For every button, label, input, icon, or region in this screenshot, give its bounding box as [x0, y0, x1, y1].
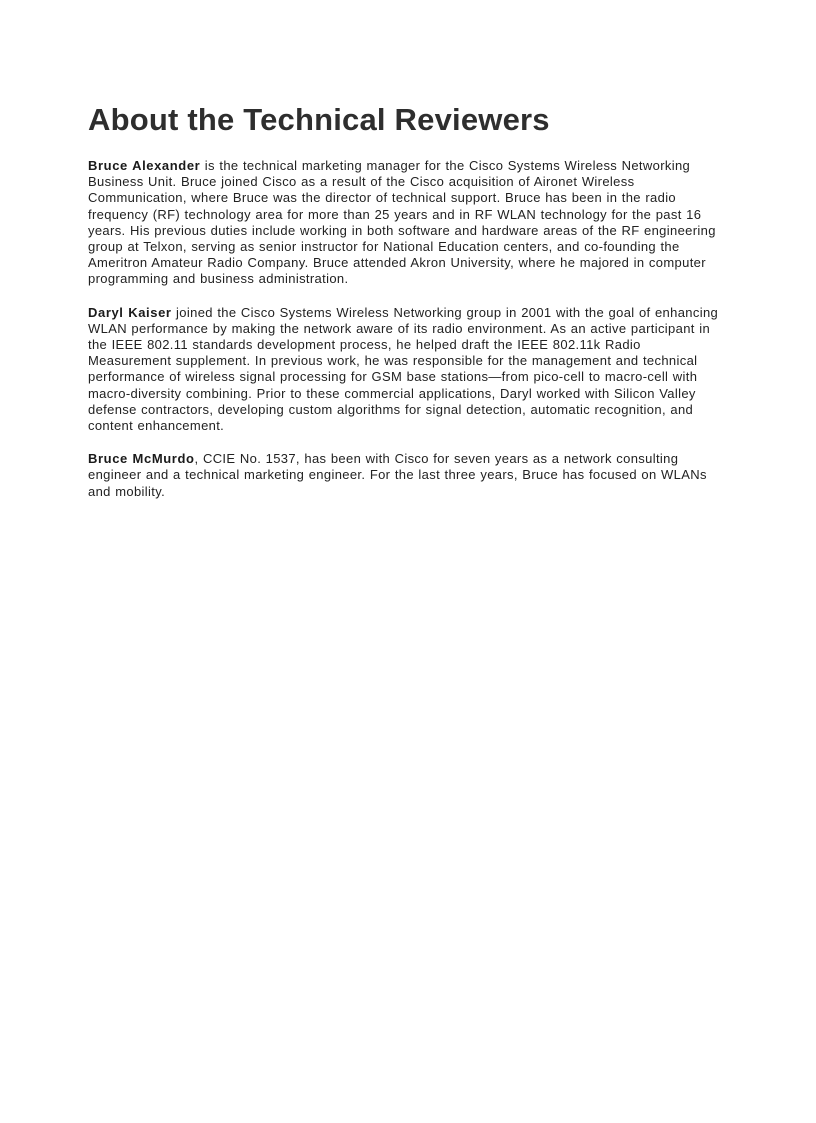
page-title: About the Technical Reviewers [88, 102, 550, 137]
reviewer-description: is the technical marketing manager for the Cisco Systems Wireless Networking Business Unit. Bruce joined Cisco as a result of the Cisco acquisition of Aironet Wireless Communication, where Bruce was the director of technical support. Bruce has been in the radio frequency (RF) technology area for more than 25 years and in RF WLAN technology for the past 16 years. His previous duties include working in both software and hardware areas of the RF engineering group at Telxon, serving as senior instructor for National Education centers, and co-founding the Ameritron Amateur Radio Company. Bruce attended Akron University, where he majored in computer programming and business administration. [88, 158, 716, 287]
reviewer-bio-bruce-alexander [88, 158, 720, 288]
reviewer-name: Bruce Alexander [88, 158, 201, 173]
document-page [88, 102, 720, 517]
reviewer-name: Bruce McMurdo [88, 451, 195, 467]
reviewer-bio-bruce-mcmurdo [88, 451, 720, 500]
reviewer-description: , CCIE No. 1537, has been with Cisco for seven years as a network consulting engineer and a technical marketing engineer. For the last three years, Bruce has focused on WLANs and mobility. [88, 451, 707, 499]
reviewer-bio-daryl-kaiser [88, 305, 720, 435]
reviewer-name: Daryl Kaiser [88, 304, 172, 320]
reviewer-description: joined the Cisco Systems Wireless Networking group in 2001 with the goal of enhancing WLAN performance by making the network aware of its radio environment. As an active participant in the IEEE 802.11 standards development process, he helped draft the IEEE 802.11k Radio Measurement supplement. In previous work, he was responsible for the management and technical performance of wireless signal processing for GSM base stations—from pico-cell to macro-cell with macro-diversity combining. Prior to these commercial applications, Daryl worked with Silicon Valley defense contractors, developing custom algorithms for signal detection, automatic recognition, and content enhancement. [88, 304, 719, 434]
